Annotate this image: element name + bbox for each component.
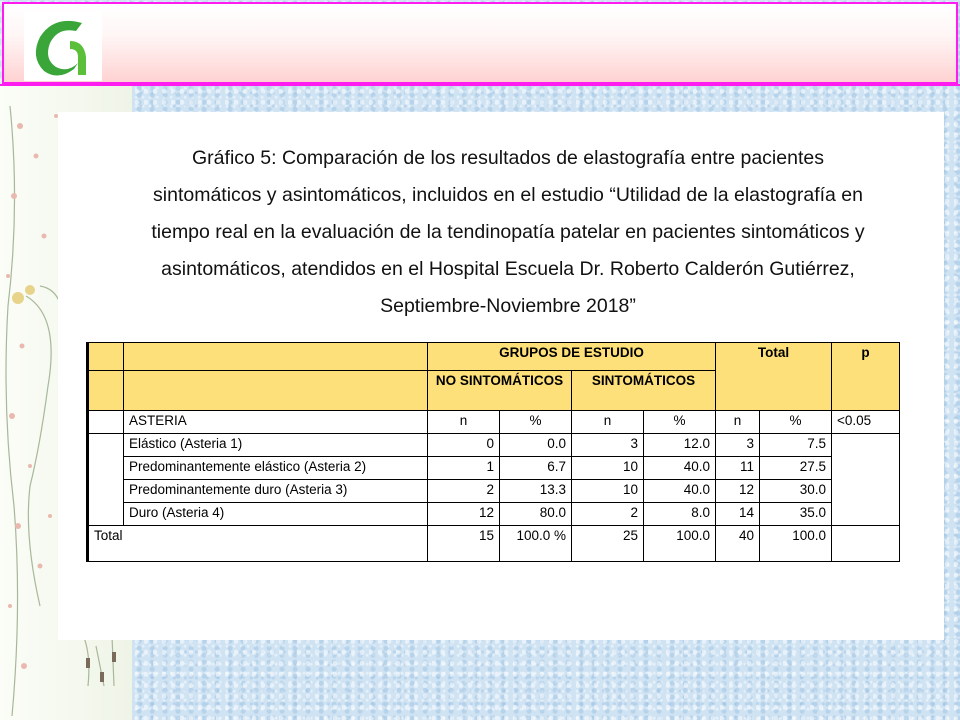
green-swirl-logo-icon — [24, 11, 102, 81]
t-pct: 30.0 — [760, 480, 832, 503]
t-pct: 35.0 — [760, 503, 832, 526]
t-n: 14 — [716, 503, 760, 526]
header-cell — [88, 343, 124, 371]
s-n: 2 — [572, 503, 644, 526]
table-row — [88, 503, 900, 526]
table-total-row — [88, 526, 900, 562]
blank-cell — [832, 434, 900, 526]
header-divider — [0, 84, 960, 86]
pct-label: % — [500, 411, 572, 434]
chart-caption — [128, 140, 888, 325]
total-header: Total — [716, 343, 832, 411]
ns-pct: 6.7 — [500, 457, 572, 480]
s-pct: 12.0 — [644, 434, 716, 457]
total-label: Total — [88, 526, 428, 562]
results-table — [86, 342, 900, 562]
ns-n: 15 — [428, 526, 500, 562]
blank-cell — [88, 434, 124, 526]
asteria-label: ASTERIA — [124, 411, 428, 434]
s-pct: 40.0 — [644, 457, 716, 480]
row-label: Predominantemente duro (Asteria 3) — [124, 480, 428, 503]
t-pct: 7.5 — [760, 434, 832, 457]
header-banner — [2, 2, 958, 84]
caption-line: asintomáticos, atendidos en el Hospital Escuela Dr. Roberto Calderón Gutiérrez, — [161, 258, 855, 280]
ns-pct: 13.3 — [500, 480, 572, 503]
t-n: 12 — [716, 480, 760, 503]
t-pct: 27.5 — [760, 457, 832, 480]
caption-line: Septiembre-Noviembre 2018” — [380, 295, 636, 317]
ns-pct: 100.0 % — [500, 526, 572, 562]
p-header: p — [832, 343, 900, 411]
pct-label: % — [644, 411, 716, 434]
n-label: n — [428, 411, 500, 434]
no-sintomaticos-header: NO SINTOMÁTICOS — [428, 371, 572, 411]
ns-n: 0 — [428, 434, 500, 457]
table-row — [88, 480, 900, 503]
row-label: Predominantemente elástico (Asteria 2) — [124, 457, 428, 480]
table-row — [88, 457, 900, 480]
ns-n: 1 — [428, 457, 500, 480]
s-n: 10 — [572, 480, 644, 503]
table-header-row — [88, 343, 900, 371]
n-label: n — [572, 411, 644, 434]
caption-line: Gráfico 5: Comparación de los resultados de elastografía entre pacientes — [192, 147, 824, 169]
n-label: n — [716, 411, 760, 434]
ns-n: 12 — [428, 503, 500, 526]
s-pct: 40.0 — [644, 480, 716, 503]
s-pct: 100.0 — [644, 526, 716, 562]
ns-n: 2 — [428, 480, 500, 503]
blank-cell — [88, 411, 124, 434]
s-n: 25 — [572, 526, 644, 562]
s-n: 10 — [572, 457, 644, 480]
caption-line: sintomáticos y asintomáticos, incluidos en el estudio “Utilidad de la elastografía en — [153, 184, 863, 206]
row-label: Duro (Asteria 4) — [124, 503, 428, 526]
row-label: Elástico (Asteria 1) — [124, 434, 428, 457]
blank-cell — [832, 526, 900, 562]
t-pct: 100.0 — [760, 526, 832, 562]
header-cell — [124, 343, 428, 371]
pct-label: % — [760, 411, 832, 434]
group-header: GRUPOS DE ESTUDIO — [428, 343, 716, 371]
ns-pct: 0.0 — [500, 434, 572, 457]
header-cell — [88, 371, 124, 411]
caption-line: tiempo real en la evaluación de la tendinopatía patelar en pacientes sintomáticos y — [151, 221, 865, 243]
sintomaticos-header: SINTOMÁTICOS — [572, 371, 716, 411]
header-cell — [124, 371, 428, 411]
t-n: 11 — [716, 457, 760, 480]
table-subheader-row — [88, 411, 900, 434]
t-n: 40 — [716, 526, 760, 562]
content-panel — [58, 112, 944, 640]
t-n: 3 — [716, 434, 760, 457]
table-row — [88, 434, 900, 457]
ns-pct: 80.0 — [500, 503, 572, 526]
logo — [24, 11, 102, 81]
s-pct: 8.0 — [644, 503, 716, 526]
p-value: <0.05 — [832, 411, 900, 434]
s-n: 3 — [572, 434, 644, 457]
